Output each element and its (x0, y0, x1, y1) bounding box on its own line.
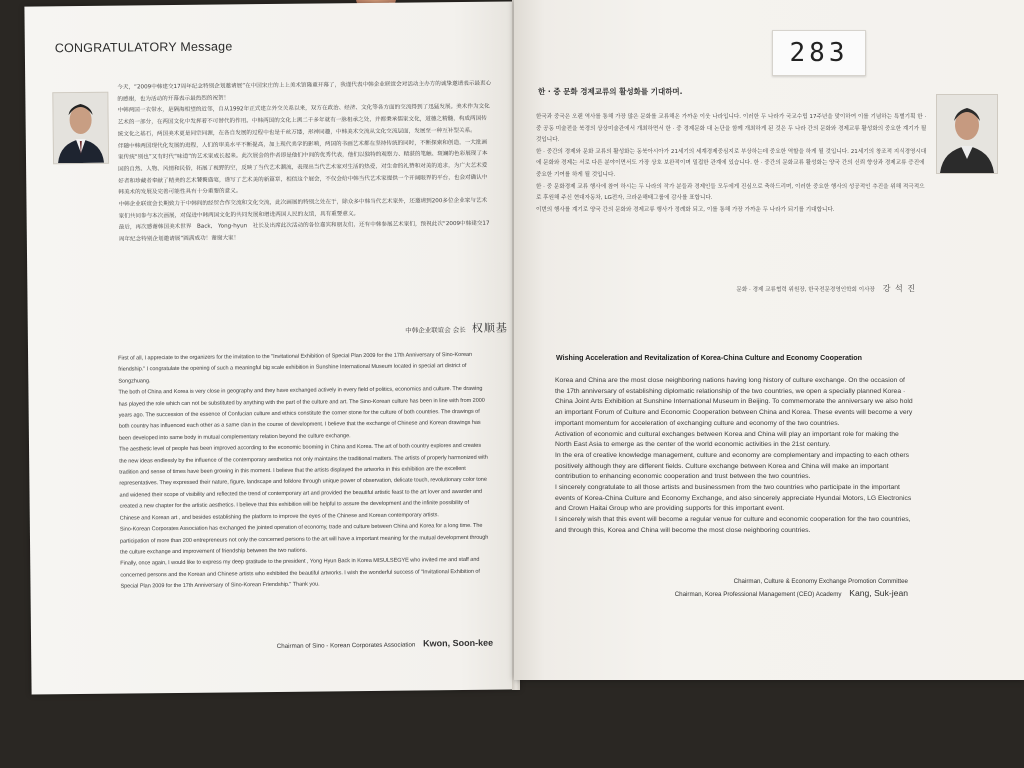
portrait-photo-icon (936, 94, 998, 174)
english-signature-left (231, 638, 493, 651)
en-right-paragraph-5: I sincerely wish that this event will become a regular venue for culture and economic cooperation for the two countries, and through this, Korea and China will become the most close neighboring countries. (555, 516, 911, 534)
zh-paragraph-4: 中韩企业联谊会长期致力于中韩间的经贸合作交流和文化交流，此次画展的特别之处在于，除众多中韩当代艺术家外，还邀请到200多位企业家与艺术家们共同参与本次画展，对促进中韩两国文化的共同发展和增进两国人民的友谊，具有重要意义。 (118, 197, 488, 220)
zh-paragraph-3: 伴随中韩两国现代化发展的进程，人们的审美水平不断提高，加上现代美学的影响，两国的书画艺术都在坚持传统的同时，不断探索和创造，一大批画家传统“别也”又有时代“味道”的艺术家成长起来。此次展会的作者即是他们中间的优秀代表，他们以独特的观察力、精湛的笔触、斑斓的色彩展现了本国的自然、人物、风情和民俗，拓展了视野的空，反映了当代艺术潮流，表现出当代艺术家对生活的热爱，对生命的礼赞和对美的追求，为广大艺术爱好者和珍藏者奉献了精美的艺术饕餮盛宴，谱写了艺术美的新篇章，相信这个展会，不仅会给中韩当代艺术家提供一个开阔眼界的平台，也会对确认中韩美术的发展及完善可能性具有十分重要的意义。 (117, 139, 488, 196)
korean-message (536, 112, 928, 216)
en-right-signature-line2: Chairman, Korea Professional Management (CEO) Academy (674, 590, 842, 598)
en-right-paragraph-3: In the era of creative knowledge management, culture and economy are complementary and impacting to each others positively although they are different fields. Culture exchange between Korea and China will make an important contribution to enhancing economic cooperation and trust between the two countries. (555, 451, 910, 481)
en-right-paragraph-4: I sincerely congratulate to all those artists and businessmen from the two countries who participate in the important events of Korea-China Culture and Economy Exchange, and also sincerely appreciate Hyundai Motors, LG Electronics and Crown Haitai Group who are providing supports for this important event. (555, 484, 912, 513)
en-left-signature-title: Chairman of Sino - Korean Corporates Association (276, 641, 416, 650)
page-header: CONGRATULATORY Message (54, 39, 233, 56)
en-right-signature-name: Kang, Suk-jean (849, 587, 908, 598)
english-title-right: Wishing Acceleration and Revitalization of Korea-China Culture and Economy Cooperation (556, 354, 862, 362)
zh-signature-name: 权顺基 (471, 321, 508, 335)
english-message-left (118, 350, 490, 593)
en-right-signature-line1: Chairman, Culture & Economy Exchange Promotion Committee (733, 578, 908, 585)
zh-paragraph-1: 今天，“2009中韩建交17周年纪念特别企划邀请展”在中国宋庄的上上美术馆隆重开幕了，我谨代表中韩企业联谊会对活动主办方的诚挚邀请表示最衷心的感谢，也为活动的开幕表示最热烈的祝贺！ (117, 80, 492, 103)
ko-paragraph-4: 이번의 행사를 계기로 양국 간의 문화와 경제교류 행사가 정례화 되고, 이를 통해 가장 가까운 두 나라가 되기를 기대합니다. (536, 206, 835, 213)
en-left-paragraph-1: First of all, I appreciate to the organizers for the invitation to the "Invitational Exhibition of Special Plan 2009 for the 17th Anniversary of Sino-Korean friendship." I congratulate the opening of such a meaningful big scale exhibition in Sunshine International Museum located in special art district of Songzhuang. (118, 351, 473, 385)
zh-paragraph-2: 中韩两国一衣带水，是隔海相望的近邻，自从1992年正式建立外交关系以来，双方在政治、经济、文化等各方面的交流得到了迅猛发展。美术作为文化艺术的一部分，在两国文化中发挥着不可替代的作用。中韩两国的文化上溯二千多年就有一脉相承之处，并都秉承儒家文化，道德之精髓，构成两国传统文化之基石，两国美术更是同宗同源，在各自发展的过程中也是千丝万缕，形神同趣，中韩美术交流从文化交流层面，发展至一种互补型关系。 (117, 104, 490, 138)
korean-signature (694, 283, 916, 294)
zh-paragraph-5: 最后，再次感谢韩国美术世界 Back, Yong-hyun 社长及出席此次活动的各位嘉宾和朋友们，还有中韩参展艺术家们，预祝此次“2009中韩建交17周年纪念特别企划邀请展”圆满成功！谢谢大家！ (118, 221, 490, 243)
en-left-paragraph-5: Finally, once again, I would like to express my deep gratitude to the president , Yong Hyun Back in Korea MISULSEGYE who invited me and staff and concerned persons and the Korean and Chinese artists who exhibited the beautiful artworks. I wish the wonderful success of "Invitational Exhibition of Special Plan 2009 for the 17th Anniversary of Sino-Korean Friendship." Thank you. (120, 557, 480, 590)
portrait-photo-icon (52, 92, 109, 165)
page-number-label: 283 (772, 30, 866, 76)
en-left-paragraph-4: Sino-Korean Corporates Association has exchanged the jointed operation of economy, trade and culture between China and Korea for a long time. The participation of more than 200 entrepreneurs not only the concerned persons to the art will have a important meaning for the mutual development through the culture exchange and improvement of friendship between the two nations. (119, 522, 489, 556)
en-left-paragraph-2: The both of China and Korea is very close in geography and they have exchanged actively in every field of politics, economics and culture. The drawing has played the role which can not be substituted by anything with the part of the culture and art. The Sino-Korean culture has been in line with from 2000 years ago. The succession of the essence of Confucian culture and ethics constitute the corner stone for the culture of both countries. The drawings of both country has influenced each other as a same clan in the course of development. I believe that the exchange of Chinese and Korean drawings has been developed into same body in mutual complementary relation beyond the culture exchange. (118, 386, 485, 442)
left-page (24, 1, 519, 694)
ko-signature-name: 강 석 진 (882, 284, 916, 293)
ko-paragraph-1: 한국과 중국은 오랜 역사를 통해 가장 많은 문화를 교류해온 가까운 이웃 나라입니다. 이러한 두 나라가 국교수립 17주년을 맞이하여 이를 기념하는 특별기획 한 · 중 공동 미술전을 북경의 상상미술관에서 개최하면서 한 · 중 경제문화 대 논단을 함께 개최하게 된 것은 두 나라 간의 문화와 경제교류 활성화의 중요한 계기가 될 것입니다. (536, 114, 927, 144)
chinese-signature (368, 320, 508, 337)
chinese-message (117, 79, 493, 247)
ko-paragraph-2: 한 · 중간의 경제와 문화 교류의 활성화는 동북아시아가 21세기의 세계경제중심지로 부상하는데 중요한 역할을 하게 될 것입니다. 21세기의 창조적 지식경영시대에 문화와 경제는 서로 다른 분야이면서도 가장 상호 보완적이며 밀접한 관계에 있습니다. 한 · 중간의 문화교류 활성화는 양국 간의 신뢰 향상과 경제교류 증진에 중요한 기여를 하게 될 것입니다. (536, 148, 927, 178)
zh-signature-title: 中韩企业联谊会 会长 (405, 325, 466, 335)
right-page (514, 0, 1024, 680)
en-left-signature-name: Kwon, Soon-kee (423, 637, 494, 649)
en-left-paragraph-3: The aesthetic level of people has been improved according to the economic booming in China and Korea. The art of both country explores and creates the new ideas endlessly by the influence of the contemporary aesthetics not only maintains the traditional matters. The artists of properly harmonized with tradition and sense of times have been growing in this moment. I believe that the artists displayed the artworks in this exhibition are the excellent representatives. They expressed their nature, figure, landscape and folklore through unique power of observation, delicate touch, revolutionary color tone and widened their scope of visibility and reflected the trend of contemporary art and provided the beautiful artistic feast to the art lover and awarder and created a new chapter for the artistic aesthetics. I believe that this exhibition will be helpful to assure the development and the infinite possibility of Chinese and Korean art , and besides establishing the platform to improve the eyes of the Chinese and Korean contemporary artists. (119, 443, 488, 522)
english-message-right (555, 376, 915, 537)
en-right-paragraph-1: Korea and China are the most close neighboring nations having long history of culture exchange. On the occasion of the 17th anniversary of establishing diplomatic relationship of the two countries, we open a specially planned Korea · China Joint Arts Exhibition at Sunshine International Museum in Beijing. To commemorate the anniversary we also hold an important Forum of Culture and Economic Cooperation between China and Korea. These events will become a very important momentum for acceleration of exchanging culture and economy of the two countries. (555, 377, 913, 427)
en-right-paragraph-2: Activation of economic and cultural exchanges between Korea and China will play an important role for making the North East Asia to emerge as the center of the world economic activities in the 21st century. (555, 430, 899, 449)
ko-signature-title: 문화 · 경제 교류협력 위원장, 한국전문경영인학회 이사장 (736, 287, 875, 293)
korean-title: 한 · 중 문화 경제교류의 활성화를 기대하며. (538, 87, 683, 96)
ko-paragraph-3: 한 · 중 문화경제 교류 행사에 참여 하시는 두 나라의 작가 분들과 경제인들 모두에게 진심으로 축하드리며, 이러한 중요한 행사의 성공적인 추진을 위해 적극적으로 후원해 주신 현대자동차, LG전자, 크라운해태그룹에 감사를 표합니다. (536, 183, 925, 202)
english-signature-right (664, 576, 908, 600)
